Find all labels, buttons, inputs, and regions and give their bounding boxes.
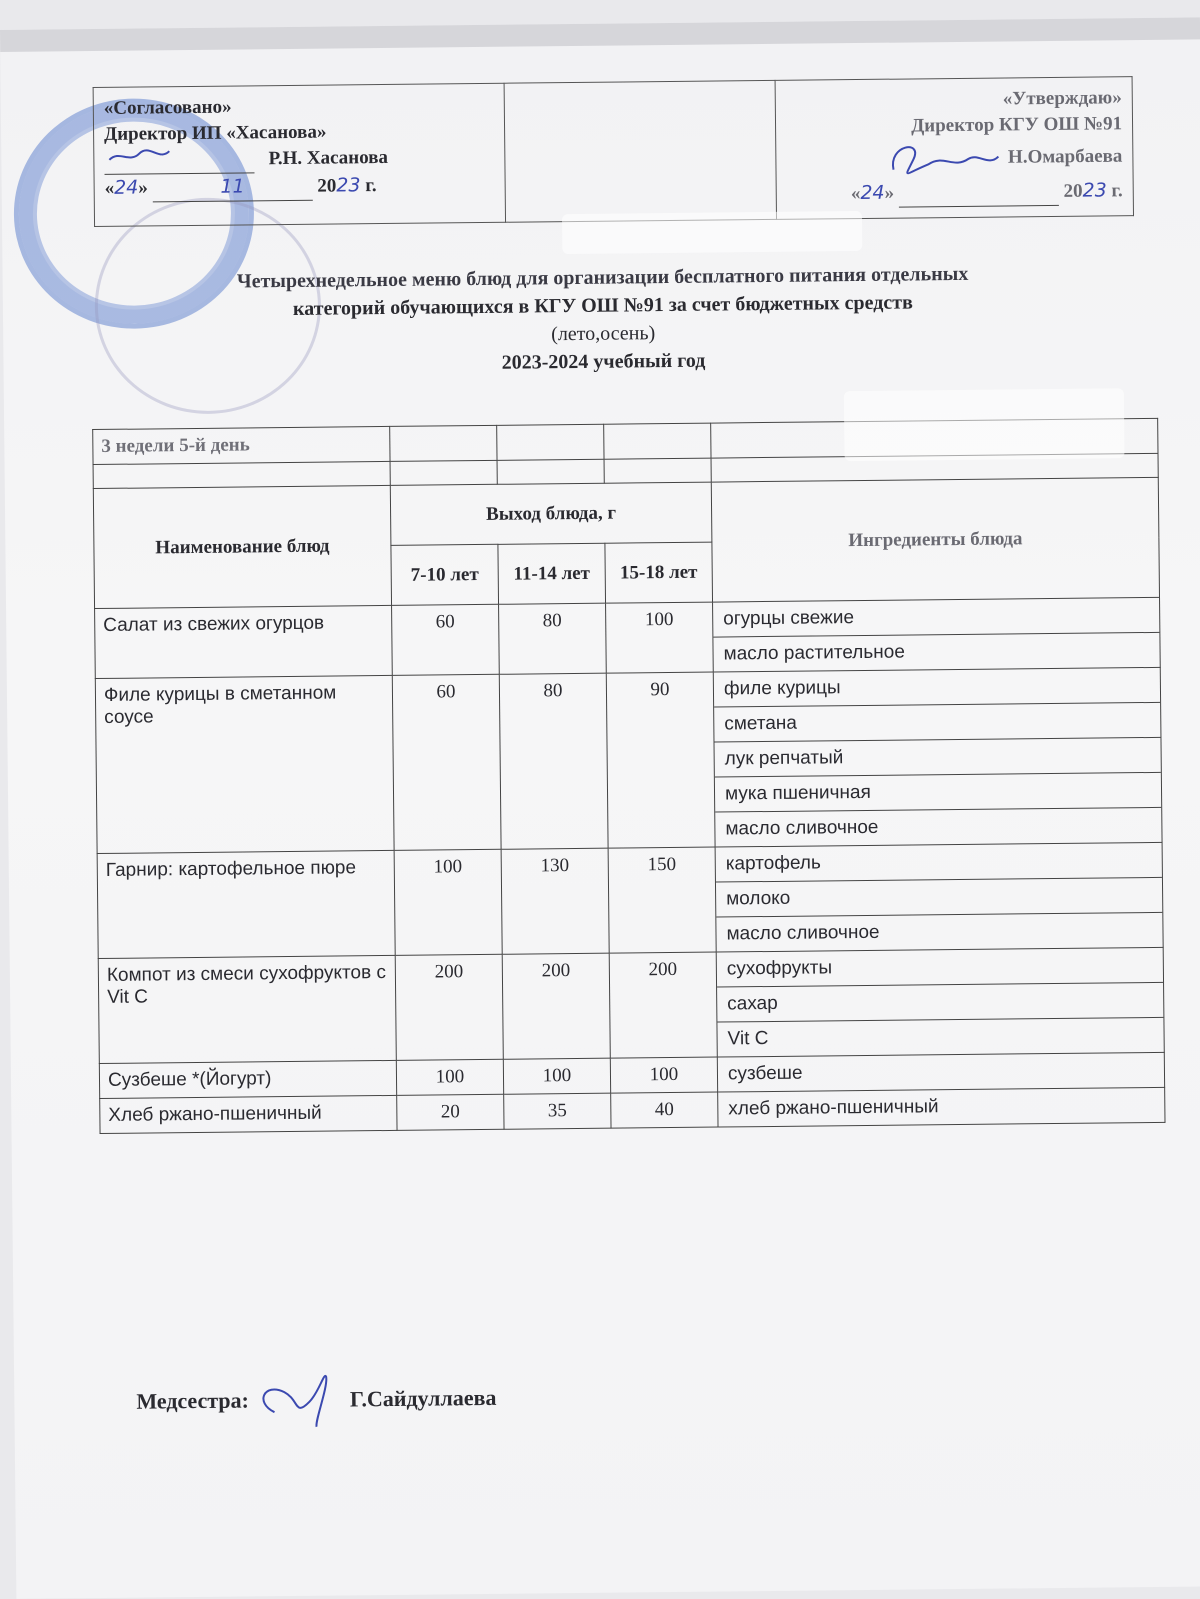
ingredient: масло сливочное <box>726 921 880 945</box>
agreed-position: Директор ИП «Хасанова» <box>103 121 327 145</box>
portion-7-10: 100 <box>396 1059 503 1095</box>
portion-7-10: 100 <box>394 849 502 955</box>
portion-15-18: 200 <box>609 952 717 1058</box>
agreed-date: «24» 11 2023 г. <box>105 171 495 203</box>
ingredient-list <box>713 597 1161 672</box>
ingredient: сузбеше <box>727 1062 803 1085</box>
title-season: (лето,осень) <box>551 322 656 346</box>
nurse-signature <box>254 1371 345 1432</box>
week-day-label: 3 недели 5-й день <box>101 434 250 457</box>
ingredient: сухофрукты <box>717 948 1163 988</box>
approval-header <box>93 76 1134 227</box>
agreed-signer: Р.Н. Хасанова <box>268 146 389 170</box>
table-row <box>95 597 1161 678</box>
portion-11-14: 80 <box>499 603 607 674</box>
dish-name: Филе курицы в сметанном соусе <box>95 675 394 853</box>
column-header-ingredients: Ингредиенты блюда <box>711 477 1159 602</box>
ingredient-list <box>715 842 1163 952</box>
signature-mark <box>104 147 174 166</box>
approved-heading: «Утверждаю» <box>1002 87 1122 110</box>
ingredient: картофель <box>716 843 1162 883</box>
ingredient-list <box>718 1087 1165 1127</box>
ingredient: масло растительное <box>723 641 905 665</box>
light-glare <box>844 388 1125 461</box>
ingredient: мука пшеничная <box>715 773 1161 813</box>
column-header-age-7-10: 7-10 лет <box>391 544 499 605</box>
signature-line <box>104 146 254 175</box>
agreed-heading: «Согласовано» <box>103 96 232 119</box>
nurse-label: Медсестра: <box>136 1387 250 1414</box>
portion-15-18: 90 <box>606 672 715 848</box>
portion-15-18: 100 <box>606 602 714 673</box>
nurse-name: Г.Сайдуллаева <box>349 1384 497 1412</box>
approved-date: «24» 2023 г. <box>787 177 1123 209</box>
dish-name: Компот из смеси сухофруктов с Vit C <box>98 955 396 1063</box>
ingredient-list <box>717 1052 1164 1092</box>
portion-7-10: 20 <box>397 1094 504 1130</box>
ingredient: лук репчатый <box>715 738 1161 778</box>
portion-7-10: 60 <box>392 604 500 675</box>
director-signature <box>883 139 1003 180</box>
portion-11-14: 130 <box>501 848 609 954</box>
column-header-age-15-18: 15-18 лет <box>605 542 713 603</box>
portion-15-18: 100 <box>610 1057 717 1093</box>
column-header-age-11-14: 11-14 лет <box>498 543 606 604</box>
dish-name: Сузбеше *(Йогурт) <box>99 1060 396 1098</box>
ingredient: сметана <box>714 703 1160 743</box>
portion-11-14: 80 <box>499 673 608 849</box>
approved-position: Директор КГУ ОШ №91 <box>911 113 1123 137</box>
title-line-1: Четырехнедельное меню блюд для организации бесплатного питания отдельных <box>236 262 969 293</box>
ingredient: хлеб ржано-пшеничный <box>728 1096 939 1120</box>
column-header-output: Выход блюда, г <box>390 482 712 545</box>
approved-signer: Н.Омарбаева <box>1007 145 1123 168</box>
ingredient: молоко <box>716 878 1162 918</box>
portion-7-10: 200 <box>395 954 503 1060</box>
portion-11-14: 35 <box>504 1093 611 1129</box>
ingredient-list <box>716 947 1164 1057</box>
document-sheet <box>0 17 1200 1598</box>
portion-11-14: 100 <box>503 1058 610 1094</box>
ingredient: филе курицы <box>714 668 1160 708</box>
title-line-2: категорий обучающихся в КГУ ОШ №91 за счет бюджетных средств <box>292 291 913 320</box>
ingredient: масло сливочное <box>725 816 879 840</box>
dish-name: Гарнир: картофельное пюре <box>97 850 395 958</box>
title-school-year: 2023-2024 учебный год <box>501 349 706 374</box>
menu-table <box>92 418 1165 1134</box>
light-glare <box>562 211 862 254</box>
portion-15-18: 150 <box>608 847 716 953</box>
table-row <box>95 667 1162 853</box>
ingredient-list <box>713 667 1162 847</box>
approved-block <box>775 77 1133 220</box>
dish-name: Хлеб ржано-пшеничный <box>100 1095 397 1133</box>
ingredient: огурцы свежие <box>713 598 1159 638</box>
header-blank-cell <box>504 80 776 222</box>
table-row <box>98 947 1164 1063</box>
portion-15-18: 40 <box>611 1092 718 1128</box>
ingredient: Vit C <box>727 1028 769 1050</box>
dish-name: Салат из свежих огурцов <box>95 605 393 678</box>
column-header-name: Наименование блюд <box>93 485 391 608</box>
document-title <box>83 258 1124 381</box>
portion-11-14: 200 <box>502 953 610 1059</box>
nurse-signature-block <box>136 1370 497 1434</box>
portion-7-10: 60 <box>392 674 501 850</box>
ingredient: сахар <box>717 983 1163 1023</box>
table-row <box>97 842 1163 958</box>
paper-top-edge <box>0 17 1200 52</box>
agreed-block <box>93 83 505 226</box>
